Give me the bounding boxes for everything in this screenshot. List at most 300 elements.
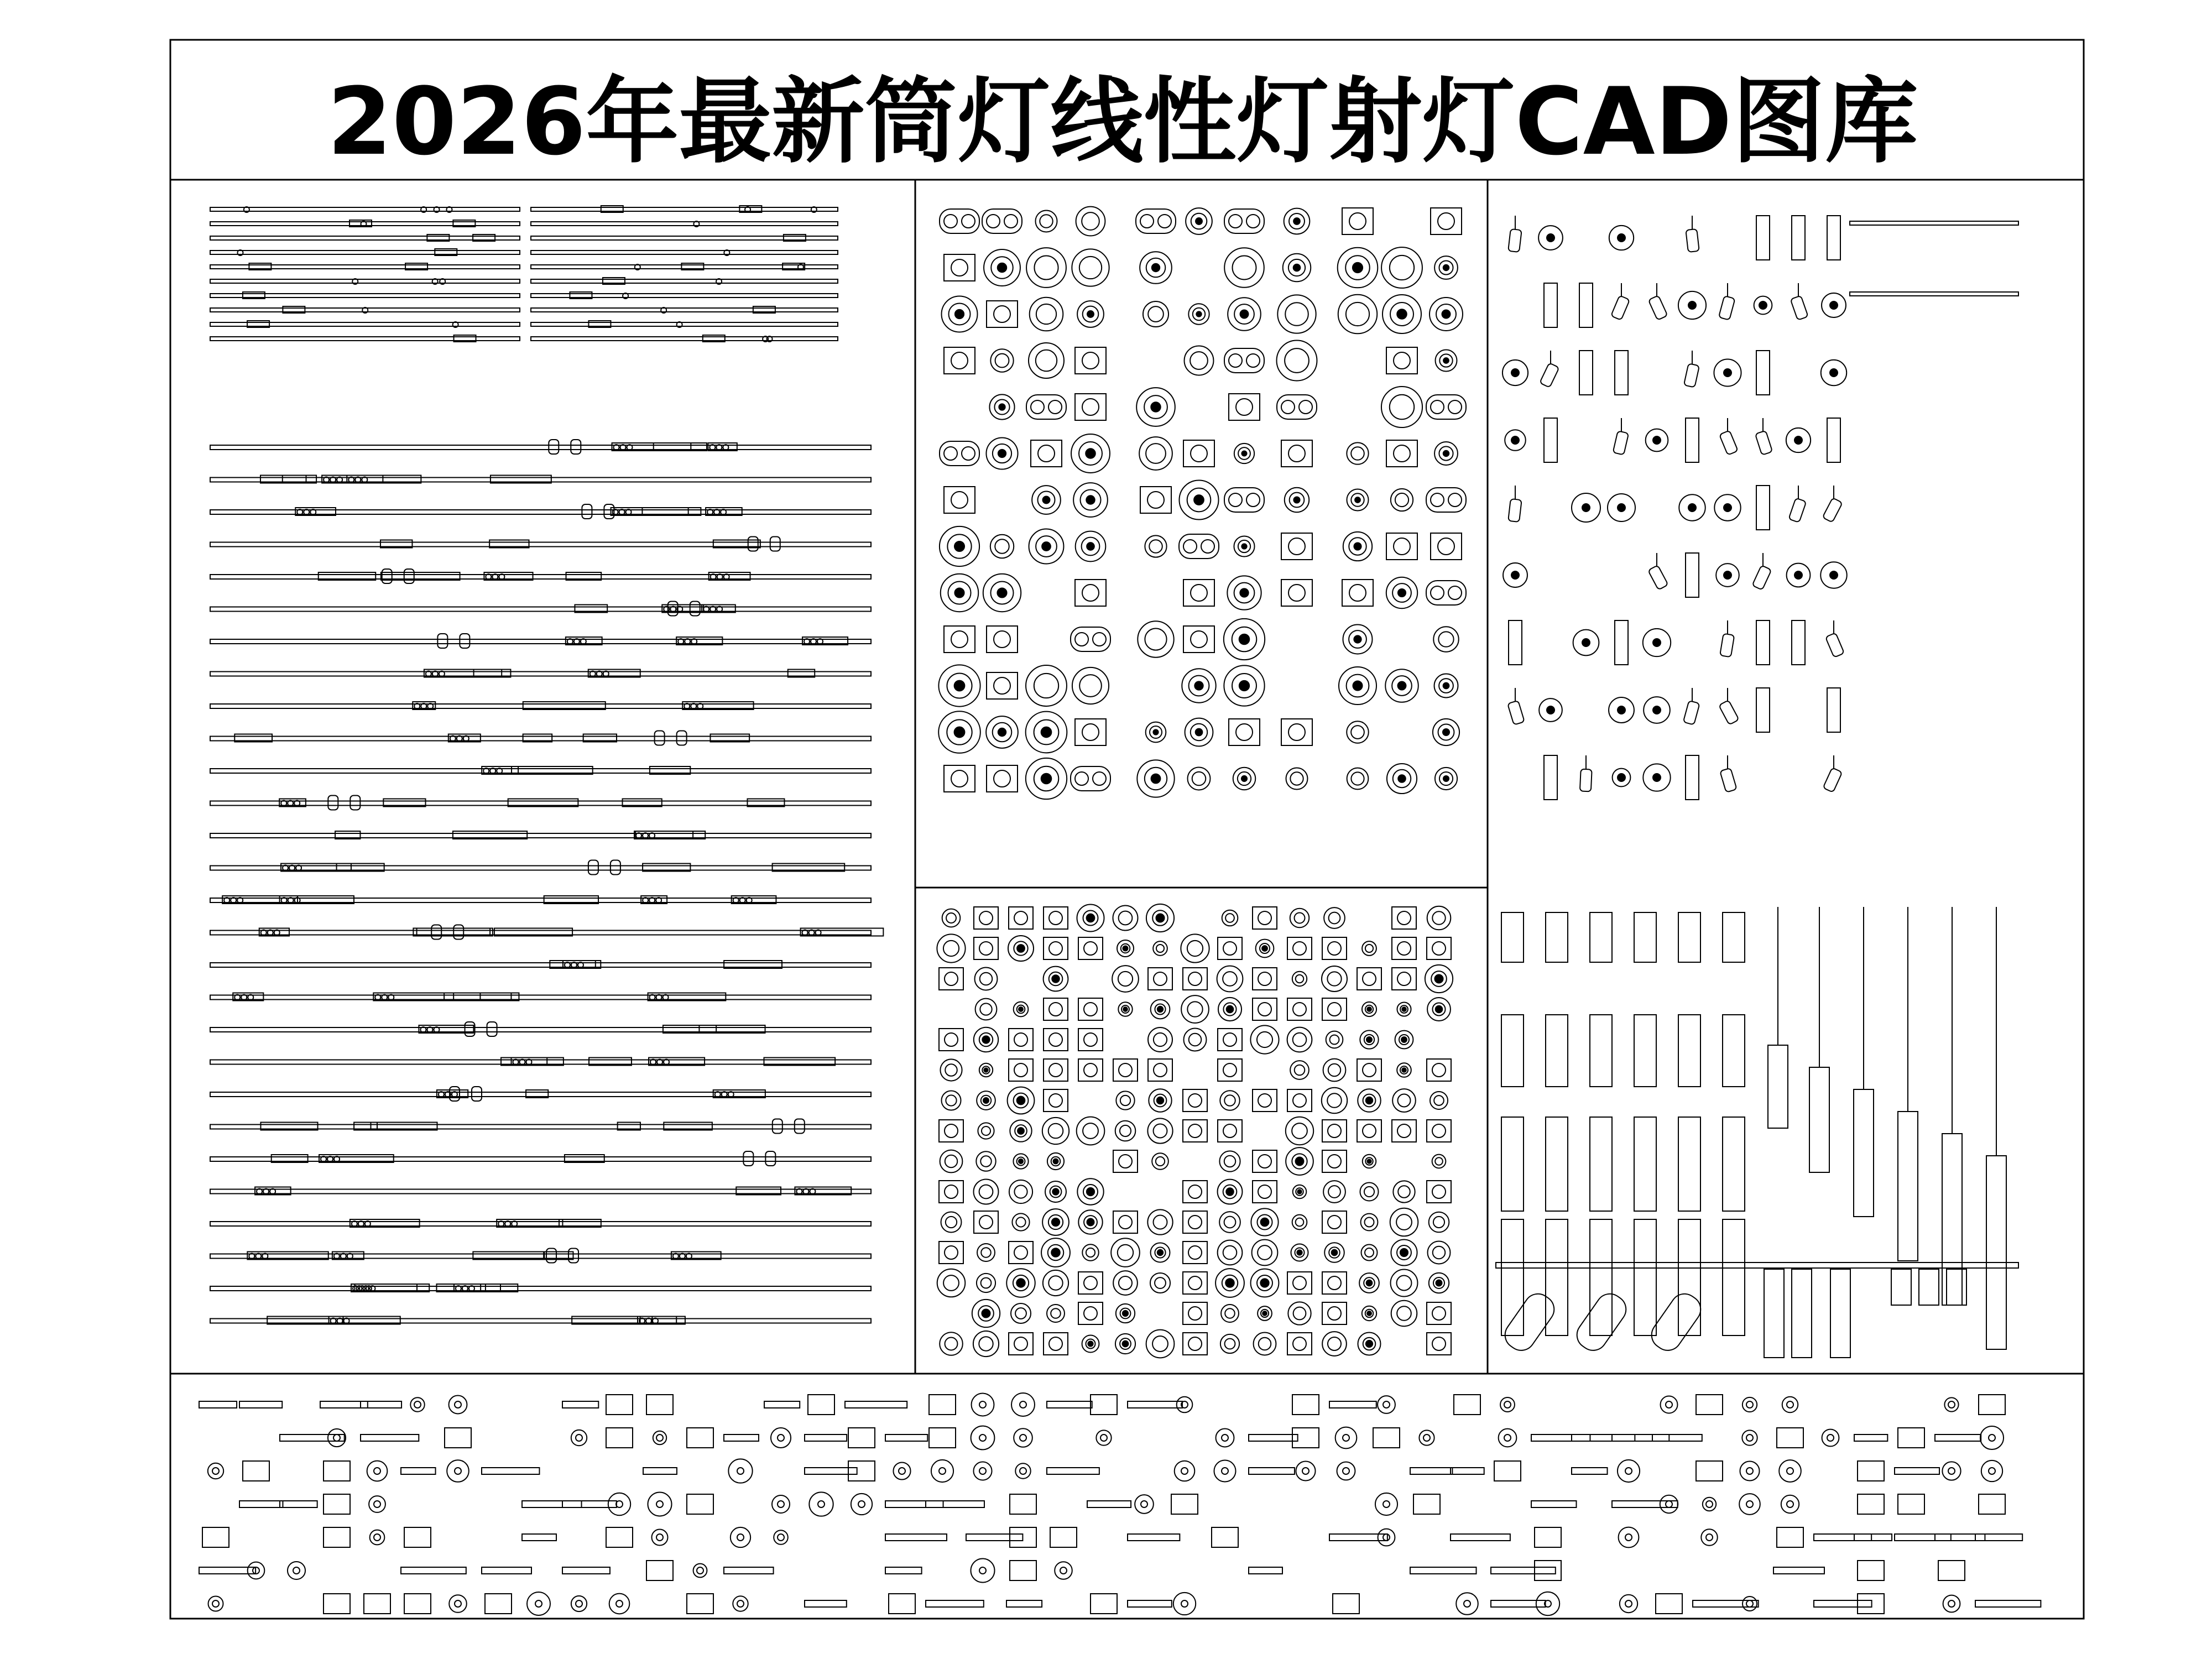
- double-downlight-symbol: [1426, 581, 1466, 605]
- downlight-inner-symbol: [1031, 400, 1044, 414]
- square-downlight-symbol: [1183, 1302, 1207, 1324]
- downlight-core-symbol: [1240, 588, 1248, 597]
- downlight-inner-symbol: [1048, 400, 1062, 414]
- downlight-inner-symbol: [1223, 1124, 1237, 1138]
- linear-light-symbol: [210, 1157, 871, 1161]
- square-downlight-symbol: [1044, 1089, 1068, 1112]
- linear-module-symbol: [1047, 1401, 1092, 1408]
- downlight-inner-symbol: [1183, 540, 1197, 553]
- square-downlight-symbol: [1322, 1211, 1347, 1233]
- square-downlight-symbol: [1183, 1241, 1207, 1264]
- downlight-inner-symbol: [1293, 1003, 1306, 1016]
- downlight-symbol: [1116, 1091, 1134, 1109]
- page-title: 2026年最新筒灯线性灯射灯CAD图库: [327, 67, 1918, 176]
- downlight-symbol: [447, 1460, 469, 1482]
- spot-head-symbol: [404, 569, 414, 583]
- spot-head-symbol: [350, 796, 360, 810]
- square-downlight-symbol: [1183, 1333, 1207, 1355]
- downlight-inner-symbol: [962, 215, 975, 228]
- spot-head-symbol: [487, 1022, 497, 1036]
- downlight-symbol: [977, 1274, 995, 1292]
- spot-head-symbol: [765, 1151, 775, 1166]
- downlight-inner-symbol: [1390, 395, 1414, 419]
- linear-module-symbol: [1935, 1434, 1981, 1441]
- downlight-inner-symbol: [1504, 1434, 1511, 1441]
- downlight-core-symbol: [999, 404, 1005, 410]
- downlight-core-symbol: [1443, 776, 1449, 781]
- linear-module-symbol: [724, 1434, 759, 1441]
- square-downlight-symbol: [1427, 1181, 1451, 1203]
- linear-module-symbol: [562, 1567, 610, 1574]
- downlight-symbol: [941, 1212, 962, 1233]
- downlight-inner-symbol: [1084, 1033, 1097, 1046]
- spotlight-core-symbol: [1830, 571, 1838, 579]
- downlight-symbol: [1277, 295, 1316, 333]
- linear-light-symbol: [531, 251, 838, 254]
- linear-light-symbol: [210, 607, 871, 612]
- downlight-inner-symbol: [1233, 256, 1256, 280]
- downlight-inner-symbol: [1746, 1434, 1753, 1441]
- downlight-inner-symbol: [945, 1185, 958, 1198]
- spotlight-body-symbol: [1791, 296, 1808, 320]
- linear-module-symbol: [805, 1468, 857, 1474]
- cylinder-light-symbol: [1891, 1269, 1911, 1305]
- downlight-inner-symbol: [858, 1501, 865, 1507]
- downlight-core-symbol: [1442, 310, 1451, 319]
- downlight-symbol: [1428, 1241, 1451, 1264]
- linear-module-symbol: [361, 1401, 401, 1408]
- downlight-core-symbol: [1293, 497, 1300, 503]
- square-downlight-symbol: [889, 1594, 915, 1614]
- downlight-inner-symbol: [1258, 1245, 1272, 1260]
- downlight-inner-symbol: [1224, 1217, 1236, 1228]
- downlight-symbol: [1322, 966, 1347, 992]
- downlight-symbol: [1323, 1059, 1346, 1082]
- spotlight-body-symbol: [1823, 498, 1843, 523]
- downlight-inner-symbol: [1438, 632, 1453, 646]
- downlight-symbol: [731, 1527, 750, 1547]
- downlight-inner-symbol: [995, 539, 1009, 553]
- downlight-symbol: [1337, 1462, 1355, 1480]
- cylinder-light-symbol: [1947, 1269, 1966, 1305]
- linear-module-symbol: [926, 1501, 984, 1507]
- downlight-inner-symbol: [1328, 942, 1341, 955]
- linear-module-symbol: [1491, 1600, 1546, 1607]
- downlight-symbol: [733, 1596, 748, 1611]
- downlight-inner-symbol: [1948, 1401, 1955, 1408]
- square-downlight-symbol: [687, 1494, 713, 1514]
- downlight-core-symbol: [1239, 681, 1249, 691]
- downlight-core-symbol: [982, 1309, 990, 1317]
- panel-linear-lights: [210, 206, 883, 1324]
- linear-module-symbol: [1128, 1401, 1182, 1408]
- square-downlight-symbol: [1392, 968, 1416, 990]
- downlight-symbol: [1216, 1429, 1234, 1447]
- downlight-core-symbol: [1196, 218, 1202, 225]
- cylinder-light-symbol: [1590, 1015, 1612, 1087]
- cylinder-light-symbol: [1615, 620, 1628, 665]
- downlight-inner-symbol: [778, 1501, 784, 1507]
- downlight-core-symbol: [1296, 1157, 1304, 1166]
- downlight-inner-symbol: [1827, 1434, 1834, 1441]
- square-downlight-symbol: [1113, 1059, 1138, 1081]
- downlight-inner-symbol: [994, 631, 1010, 648]
- square-downlight-symbol: [1386, 347, 1417, 374]
- square-downlight-symbol: [1078, 1029, 1103, 1051]
- linear-module-symbol: [1451, 1468, 1484, 1474]
- downlight-inner-symbol: [1302, 1468, 1309, 1474]
- linear-light-symbol: [210, 1060, 871, 1065]
- linear-light-symbol: [210, 737, 871, 741]
- square-downlight-symbol: [1078, 1302, 1103, 1324]
- square-downlight-symbol: [1078, 937, 1103, 959]
- downlight-inner-symbol: [1625, 1534, 1632, 1541]
- downlight-inner-symbol: [946, 913, 956, 923]
- square-downlight-symbol: [944, 765, 975, 792]
- double-downlight-symbol: [1224, 209, 1264, 233]
- downlight-core-symbol: [1227, 1006, 1234, 1013]
- downlight-symbol: [1292, 1215, 1307, 1230]
- cylinder-light-symbol: [1678, 912, 1700, 962]
- square-downlight-symbol: [1050, 1527, 1077, 1547]
- downlight-inner-symbol: [1394, 352, 1410, 369]
- square-downlight-symbol: [1454, 1395, 1480, 1415]
- downlight-inner-symbol: [1383, 1401, 1390, 1408]
- downlight-symbol: [1072, 249, 1109, 286]
- spot-head-symbol: [655, 731, 665, 745]
- downlight-core-symbol: [1123, 1311, 1128, 1316]
- double-downlight-symbol: [940, 209, 979, 233]
- spotlight-body-symbol: [1719, 700, 1739, 725]
- downlight-symbol: [1082, 1244, 1098, 1260]
- downlight-inner-symbol: [1706, 1501, 1713, 1507]
- downlight-inner-symbol: [1343, 1468, 1349, 1474]
- downlight-inner-symbol: [1036, 304, 1056, 324]
- linear-module-symbol: [724, 1567, 774, 1574]
- square-downlight-symbol: [1858, 1461, 1884, 1481]
- downlight-symbol: [1290, 1061, 1309, 1079]
- square-downlight-symbol: [1044, 1059, 1068, 1081]
- downlight-core-symbol: [1367, 1159, 1371, 1163]
- downlight-inner-symbol: [1181, 1600, 1188, 1607]
- downlight-symbol: [772, 1495, 790, 1513]
- downlight-inner-symbol: [979, 1337, 993, 1350]
- square-downlight-symbol: [243, 1461, 269, 1481]
- linear-module-symbol: [1895, 1468, 1939, 1474]
- downlight-core-symbol: [1400, 1249, 1408, 1256]
- downlight-symbol: [937, 1269, 966, 1297]
- downlight-inner-symbol: [1191, 631, 1207, 648]
- downlight-symbol: [1138, 621, 1173, 657]
- linear-module-symbol: [1531, 1434, 1590, 1441]
- downlight-inner-symbol: [1014, 911, 1027, 925]
- downlight-core-symbol: [1041, 727, 1052, 738]
- square-downlight-symbol: [1322, 1302, 1347, 1324]
- spot-head-symbol: [795, 1119, 805, 1134]
- square-downlight-symbol: [606, 1527, 633, 1547]
- linear-light-symbol: [210, 995, 871, 1000]
- square-downlight-symbol: [1218, 1120, 1242, 1142]
- cylinder-light-symbol: [1544, 755, 1557, 800]
- linear-module-symbol: [1410, 1567, 1477, 1574]
- square-downlight-symbol: [1858, 1594, 1884, 1614]
- square-downlight-symbol: [944, 347, 975, 374]
- downlight-inner-symbol: [982, 1126, 990, 1135]
- downlight-inner-symbol: [1049, 1063, 1062, 1077]
- downlight-symbol: [1177, 1397, 1193, 1413]
- downlight-symbol: [940, 1332, 963, 1355]
- pendant-light-symbol: [1768, 1045, 1788, 1128]
- square-downlight-symbol: [1075, 347, 1106, 374]
- downlight-inner-symbol: [1120, 1125, 1131, 1136]
- downlight-core-symbol: [1366, 1280, 1373, 1286]
- linear-light-symbol: [210, 931, 871, 935]
- linear-module-symbol: [239, 1401, 282, 1408]
- linear-module-symbol: [522, 1501, 582, 1507]
- downlight-inner-symbol: [1448, 400, 1462, 414]
- downlight-inner-symbol: [1034, 255, 1058, 279]
- downlight-core-symbol: [983, 1098, 989, 1103]
- downlight-symbol: [1661, 1396, 1678, 1413]
- double-downlight-symbol: [982, 209, 1022, 233]
- spotlight-core-symbol: [1547, 706, 1554, 714]
- square-downlight-symbol: [974, 937, 998, 959]
- square-downlight-symbol: [1427, 1120, 1451, 1142]
- downlight-inner-symbol: [951, 770, 968, 787]
- downlight-core-symbol: [1151, 402, 1160, 411]
- downlight-inner-symbol: [1327, 972, 1341, 985]
- downlight-symbol: [1347, 442, 1368, 464]
- square-downlight-symbol: [1218, 1059, 1242, 1081]
- pendant-light-symbol: [1942, 1134, 1962, 1305]
- downlight-symbol: [1181, 934, 1209, 962]
- cylinder-light-symbol: [1501, 1219, 1524, 1335]
- linear-module-symbol: [1814, 1534, 1871, 1541]
- linear-module-symbol: [401, 1567, 466, 1574]
- downlight-core-symbol: [1087, 542, 1094, 550]
- downlight-core-symbol: [954, 541, 964, 551]
- downlight-inner-symbol: [1082, 585, 1099, 601]
- downlight-core-symbol: [984, 1068, 988, 1072]
- downlight-inner-symbol: [1246, 215, 1260, 228]
- downlight-symbol: [1981, 1460, 2002, 1481]
- downlight-inner-symbol: [1398, 1094, 1411, 1107]
- pendant-light-symbol: [1854, 1089, 1874, 1217]
- downlight-inner-symbol: [1079, 257, 1102, 279]
- downlight-inner-symbol: [1396, 1214, 1412, 1230]
- linear-light-symbol: [210, 672, 871, 676]
- downlight-core-symbol: [1366, 1097, 1373, 1104]
- downlight-symbol: [1338, 295, 1377, 333]
- linear-light-symbol: [210, 445, 871, 450]
- square-downlight-symbol: [808, 1395, 834, 1415]
- downlight-core-symbol: [1367, 1311, 1371, 1316]
- downlight-symbol: [1217, 966, 1243, 992]
- linear-light-symbol: [210, 1125, 871, 1129]
- square-downlight-symbol: [1898, 1494, 1924, 1514]
- linear-module-symbol: [1410, 1468, 1452, 1474]
- downlight-inner-symbol: [1293, 1276, 1306, 1290]
- square-downlight-symbol: [1253, 1181, 1277, 1203]
- downlight-inner-symbol: [1119, 1215, 1132, 1229]
- downlight-core-symbol: [1402, 1007, 1406, 1011]
- downlight-inner-symbol: [1434, 1095, 1444, 1105]
- linear-light-symbol: [210, 963, 871, 967]
- downlight-inner-symbol: [945, 1246, 958, 1259]
- downlight-inner-symbol: [1365, 1218, 1374, 1227]
- downlight-symbol: [1322, 1088, 1347, 1113]
- downlight-inner-symbol: [899, 1468, 905, 1474]
- downlight-inner-symbol: [944, 215, 957, 228]
- downlight-inner-symbol: [1149, 540, 1162, 553]
- downlight-symbol: [1135, 1495, 1154, 1514]
- spotlight-core-symbol: [1582, 639, 1590, 646]
- downlight-symbol: [990, 535, 1014, 558]
- downlight-inner-symbol: [1438, 538, 1454, 555]
- downlight-symbol: [1152, 1153, 1168, 1170]
- square-downlight-symbol: [1010, 1561, 1036, 1580]
- downlight-inner-symbol: [945, 972, 958, 985]
- cylinder-light-symbol: [1509, 620, 1522, 665]
- downlight-symbol: [893, 1462, 910, 1479]
- downlight-inner-symbol: [1448, 586, 1462, 599]
- linear-light-symbol: [210, 639, 871, 644]
- downlight-symbol: [1153, 941, 1167, 956]
- linear-module-symbol: [1128, 1534, 1180, 1541]
- downlight-inner-symbol: [980, 1156, 991, 1166]
- downlight-symbol: [571, 1430, 587, 1446]
- square-downlight-symbol: [1140, 487, 1171, 513]
- square-downlight-symbol: [1392, 1120, 1416, 1142]
- downlight-symbol: [1214, 1460, 1236, 1482]
- downlight-inner-symbol: [1223, 972, 1237, 986]
- square-downlight-symbol: [1009, 1059, 1033, 1081]
- downlight-symbol: [971, 1558, 994, 1582]
- downlight-inner-symbol: [1363, 1063, 1376, 1077]
- square-downlight-symbol: [1386, 533, 1417, 560]
- downlight-core-symbol: [1041, 774, 1052, 784]
- downlight-core-symbol: [1436, 1280, 1442, 1286]
- linear-module-symbol: [562, 1401, 598, 1408]
- downlight-inner-symbol: [945, 1124, 958, 1138]
- linear-module-symbol: [239, 1501, 283, 1507]
- downlight-symbol: [1250, 1025, 1279, 1053]
- downlight-inner-symbol: [1464, 1600, 1470, 1607]
- downlight-inner-symbol: [1328, 1307, 1341, 1320]
- cylinder-light-symbol: [1634, 1117, 1656, 1211]
- downlight-inner-symbol: [1148, 306, 1164, 322]
- linear-module-symbol: [805, 1434, 847, 1441]
- downlight-inner-symbol: [1141, 1501, 1147, 1507]
- double-downlight-symbol: [1224, 488, 1264, 512]
- downlight-symbol: [652, 1530, 668, 1546]
- downlight-core-symbol: [998, 450, 1006, 457]
- downlight-inner-symbol: [1119, 1276, 1132, 1290]
- downlight-inner-symbol: [1049, 1094, 1062, 1107]
- downlight-inner-symbol: [1236, 399, 1253, 415]
- downlight-symbol: [774, 1530, 788, 1545]
- downlight-symbol: [1347, 768, 1369, 790]
- spotlight-core-symbol: [1653, 706, 1661, 714]
- downlight-symbol: [972, 1394, 994, 1416]
- downlight-inner-symbol: [1145, 628, 1166, 650]
- downlight-core-symbol: [1366, 1340, 1373, 1347]
- downlight-symbol: [1362, 941, 1376, 956]
- downlight-symbol: [1381, 247, 1422, 288]
- downlight-inner-symbol: [1787, 1468, 1793, 1474]
- downlight-symbol: [1277, 341, 1317, 381]
- square-downlight-symbol: [1044, 998, 1068, 1020]
- cylinder-light-symbol: [1686, 418, 1699, 462]
- linear-module-symbol: [885, 1567, 922, 1574]
- square-downlight-symbol: [364, 1594, 390, 1614]
- linear-light-symbol: [210, 769, 871, 773]
- linear-light-symbol: [210, 1027, 871, 1032]
- downlight-inner-symbol: [293, 1567, 300, 1574]
- cylinder-light-symbol: [1764, 1269, 1784, 1358]
- downlight-symbol: [1618, 1460, 1640, 1482]
- downlight-inner-symbol: [1948, 1468, 1955, 1474]
- cylinder-light-symbol: [1546, 1219, 1568, 1335]
- cylinder-light-symbol: [1723, 1219, 1745, 1335]
- spot-head-symbol: [770, 537, 780, 551]
- downlight-inner-symbol: [1432, 911, 1445, 924]
- downlight-inner-symbol: [1118, 972, 1133, 986]
- linear-module-symbol: [1329, 1401, 1376, 1408]
- cylinder-light-symbol: [1723, 1015, 1745, 1087]
- square-downlight-symbol: [1938, 1561, 1965, 1580]
- downlight-core-symbol: [1152, 264, 1160, 272]
- downlight-inner-symbol: [1397, 911, 1411, 925]
- linear-light-symbol: [531, 236, 838, 240]
- downlight-inner-symbol: [1225, 1339, 1235, 1349]
- square-downlight-symbol: [1979, 1395, 2005, 1415]
- square-downlight-symbol: [1357, 968, 1381, 990]
- square-downlight-symbol: [1183, 968, 1207, 990]
- downlight-inner-symbol: [1296, 975, 1304, 983]
- downlight-inner-symbol: [1084, 1276, 1097, 1290]
- downlight-core-symbol: [1354, 542, 1361, 550]
- downlight-inner-symbol: [656, 1534, 663, 1541]
- downlight-symbol: [1944, 1397, 1958, 1411]
- downlight-core-symbol: [1367, 1007, 1371, 1011]
- cylinder-light-symbol: [1615, 351, 1628, 395]
- downlight-symbol: [449, 1396, 467, 1414]
- linear-light-symbol: [210, 1254, 871, 1259]
- square-downlight-symbol: [646, 1561, 673, 1580]
- square-downlight-symbol: [1075, 394, 1106, 420]
- downlight-symbol: [1286, 768, 1308, 790]
- spotlight-body-symbol: [1508, 499, 1521, 522]
- square-downlight-symbol: [1287, 1089, 1312, 1112]
- downlight-inner-symbol: [1349, 585, 1366, 601]
- panel-bottom-misc: [199, 1393, 2041, 1615]
- square-downlight-symbol: [1322, 1120, 1347, 1142]
- square-downlight-symbol: [646, 1395, 673, 1415]
- square-downlight-symbol: [929, 1428, 956, 1448]
- downlight-inner-symbol: [455, 1401, 461, 1408]
- track-bar-symbol: [1850, 221, 2018, 225]
- downlight-inner-symbol: [979, 1468, 986, 1474]
- square-downlight-symbol: [1696, 1461, 1723, 1481]
- spot-head-symbol: [453, 925, 463, 940]
- downlight-symbol: [1292, 972, 1307, 986]
- square-downlight-symbol: [687, 1428, 713, 1448]
- downlight-core-symbol: [1123, 1341, 1129, 1347]
- downlight-symbol: [975, 999, 997, 1020]
- downlight-symbol: [208, 1597, 223, 1611]
- downlight-inner-symbol: [1288, 538, 1305, 555]
